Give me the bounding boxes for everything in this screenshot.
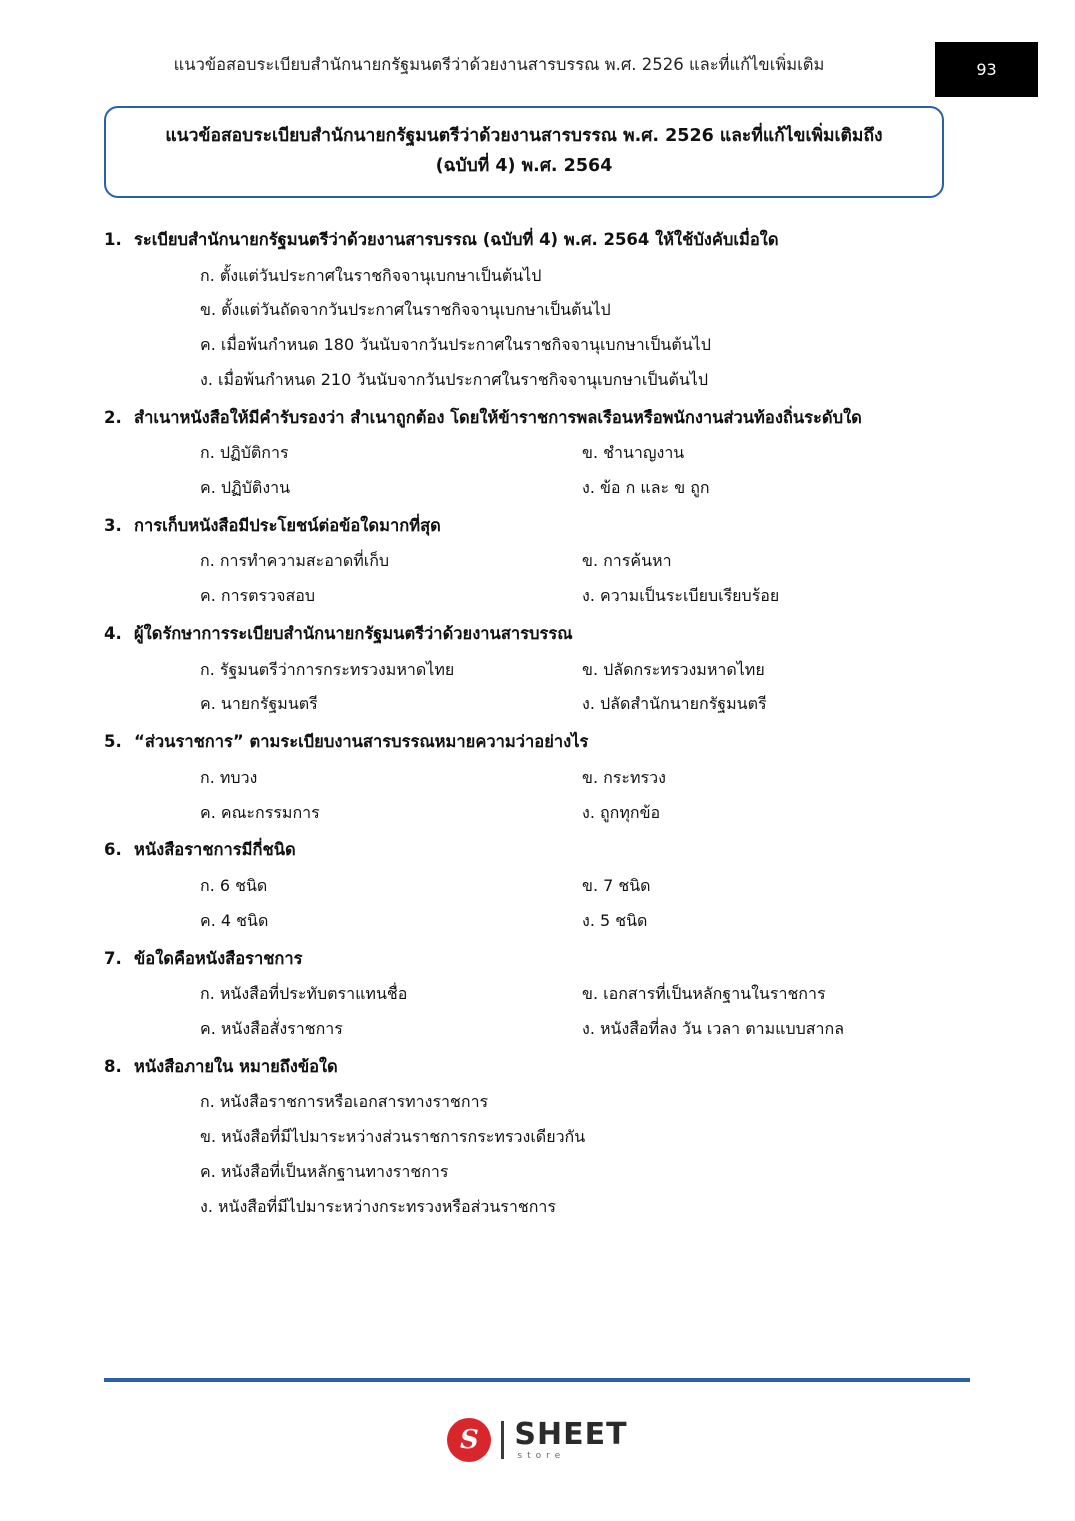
choices-group [104, 259, 964, 398]
choice-option[interactable]: ข. 7 ชนิด [582, 875, 651, 895]
choice-option[interactable]: ง. ความเป็นระเบียบเรียบร้อย [582, 586, 780, 606]
choice-option[interactable]: ก. ทบวง [200, 767, 258, 787]
question-number: 3. [104, 515, 122, 535]
question-block [104, 832, 964, 938]
choice-option[interactable]: ข. กระทรวง [582, 767, 666, 787]
question-text: หนังสือราชการมีกี่ชนิด [134, 840, 296, 860]
question-block [104, 400, 964, 506]
choice-option[interactable]: ก. หนังสือที่ประทับตราแทนชื่อ [200, 984, 408, 1004]
exam-title-box [104, 106, 944, 198]
choice-option[interactable]: ค. ปฏิบัติงาน [200, 478, 291, 498]
choice-option[interactable]: ค. คณะกรรมการ [200, 802, 320, 822]
choice-option[interactable]: ข. หนังสือที่มีไปมาระหว่างส่วนราชการกระทรวงเดียวกัน [200, 1127, 586, 1147]
question-stem [104, 400, 964, 437]
choice-option[interactable]: ค. การตรวจสอบ [200, 586, 316, 606]
question-stem [104, 222, 964, 259]
choice-option[interactable]: ง. 5 ชนิด [582, 910, 648, 930]
logo-wordmark [514, 1416, 628, 1461]
choices-group [104, 761, 964, 831]
page-number-text: 93 [976, 60, 997, 79]
question-text: การเก็บหนังสือมีประโยชน์ต่อข้อใดมากที่สุด [134, 515, 441, 535]
question-number: 2. [104, 407, 122, 427]
questions-list [104, 222, 964, 1226]
question-text: หนังสือภายใน หมายถึงข้อใด [134, 1056, 338, 1076]
question-number: 6. [104, 840, 122, 860]
question-text: สำเนาหนังสือให้มีคำรับรองว่า สำเนาถูกต้อง โดยให้ข้าราชการพลเรือนหรือพนักงานส่วนท้องถิ่นระดับใด [134, 407, 862, 427]
choices-group [104, 1085, 964, 1224]
choice-option[interactable]: ง. หนังสือที่มีไปมาระหว่างกระทรวงหรือส่วนราชการ [200, 1196, 556, 1216]
choices-group [104, 869, 964, 939]
choice-option[interactable]: ค. หนังสือสั่งราชการ [200, 1018, 343, 1038]
running-header-title: แนวข้อสอบระเบียบสำนักนายกรัฐมนตรีว่าด้วยงานสารบรรณ พ.ศ. 2526 และที่แก้ไขเพิ่มเติม [173, 55, 825, 74]
question-number: 5. [104, 732, 122, 752]
choice-option[interactable]: ค. หนังสือที่เป็นหลักฐานทางราชการ [200, 1161, 449, 1181]
choices-group [104, 436, 964, 506]
question-stem [104, 508, 964, 545]
footer-logo [0, 1418, 1075, 1462]
choice-option[interactable]: ง. ปลัดสำนักนายกรัฐมนตรี [582, 694, 767, 714]
footer-divider [104, 1378, 970, 1382]
exam-title-line-2: (ฉบับที่ 4) พ.ศ. 2564 [435, 156, 613, 176]
question-stem [104, 1049, 964, 1086]
question-stem [104, 832, 964, 869]
page-header [0, 46, 1075, 92]
choice-option[interactable]: ก. หนังสือราชการหรือเอกสารทางราชการ [200, 1092, 489, 1112]
question-text: “ส่วนราชการ” ตามระเบียบงานสารบรรณหมายความว่าอย่างไร [134, 732, 589, 752]
question-stem [104, 724, 964, 761]
exam-title-line-1: แนวข้อสอบระเบียบสำนักนายกรัฐมนตรีว่าด้วยงานสารบรรณ พ.ศ. 2526 และที่แก้ไขเพิ่มเติมถึง [165, 126, 883, 147]
logo-main-text: SHEET [514, 1416, 628, 1452]
logo-divider [501, 1421, 504, 1459]
question-stem [104, 616, 964, 653]
question-block [104, 222, 964, 398]
choice-option[interactable]: ข. เอกสารที่เป็นหลักฐานในราชการ [582, 984, 826, 1004]
logo-sub-text: store [517, 1450, 566, 1461]
question-text: ข้อใดคือหนังสือราชการ [134, 948, 303, 968]
choice-option[interactable]: ค. 4 ชนิด [200, 910, 269, 930]
question-block [104, 1049, 964, 1225]
choice-option[interactable]: ก. ปฏิบัติการ [200, 443, 289, 463]
choice-option[interactable]: ก. ตั้งแต่วันประกาศในราชกิจจานุเบกษาเป็นต้นไป [200, 265, 542, 285]
choice-option[interactable]: ก. การทำความสะอาดที่เก็บ [200, 551, 390, 571]
choice-option[interactable]: ข. การค้นหา [582, 551, 672, 571]
choice-option[interactable]: ข. ปลัดกระทรวงมหาดไทย [582, 659, 765, 679]
question-number: 7. [104, 948, 122, 968]
choice-option[interactable]: ง. หนังสือที่ลง วัน เวลา ตามแบบสากล [582, 1018, 845, 1038]
page-number-badge [935, 42, 1038, 97]
choice-option[interactable]: ข. ตั้งแต่วันถัดจากวันประกาศในราชกิจจานุเบกษาเป็นต้นไป [200, 300, 611, 320]
choice-option[interactable]: ง. เมื่อพ้นกำหนด 210 วันนับจากวันประกาศในราชกิจจานุเบกษาเป็นต้นไป [200, 369, 708, 389]
question-number: 4. [104, 624, 122, 644]
question-text: ผู้ใดรักษาการระเบียบสำนักนายกรัฐมนตรีว่าด้วยงานสารบรรณ [134, 624, 573, 644]
choice-option[interactable]: ง. ถูกทุกข้อ [582, 802, 661, 822]
question-text: ระเบียบสำนักนายกรัฐมนตรีว่าด้วยงานสารบรรณ (ฉบับที่ 4) พ.ศ. 2564 ให้ใช้บังคับเมื่อใด [134, 230, 779, 249]
question-block [104, 941, 964, 1047]
question-block [104, 724, 964, 830]
question-stem [104, 941, 964, 978]
choice-option[interactable]: ค. เมื่อพ้นกำหนด 180 วันนับจากวันประกาศในราชกิจจานุเบกษาเป็นต้นไป [200, 335, 711, 355]
choices-group [104, 653, 964, 723]
question-block [104, 508, 964, 614]
choice-option[interactable]: ง. ข้อ ก และ ข ถูก [582, 478, 710, 498]
choice-option[interactable]: ก. 6 ชนิด [200, 875, 268, 895]
choices-group [104, 977, 964, 1047]
choices-group [104, 544, 964, 614]
question-block [104, 616, 964, 722]
choice-option[interactable]: ค. นายกรัฐมนตรี [200, 694, 318, 714]
question-number: 8. [104, 1056, 122, 1076]
question-number: 1. [104, 230, 122, 249]
choice-option[interactable]: ก. รัฐมนตรีว่าการกระทรวงมหาดไทย [200, 659, 455, 679]
sheetstore-logo-icon: S [447, 1418, 491, 1462]
choice-option[interactable]: ข. ชำนาญงาน [582, 443, 685, 463]
